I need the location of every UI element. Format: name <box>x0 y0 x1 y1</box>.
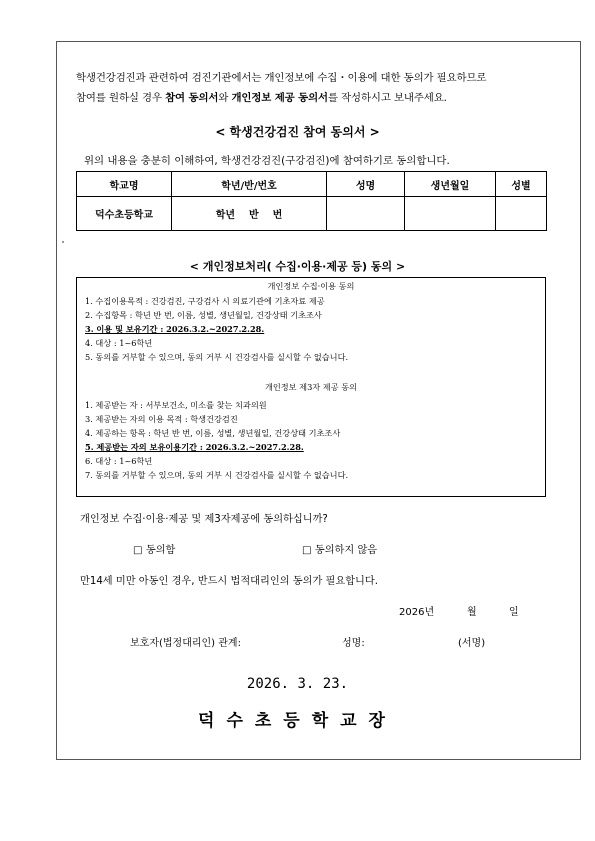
guardian-required-note: 만14세 미만 아동인 경우, 반드시 법적대리인의 동의가 필요합니다. <box>80 576 378 587</box>
intro-text: 와 <box>218 92 232 104</box>
collect-item: 2. 수집항목 : 학년 반 번, 이름, 성별, 생년월일, 건강상태 기초조사 <box>85 310 322 320</box>
consent-question: 개인정보 수집·이용·제공 및 제3자제공에 동의하십니까? <box>80 514 328 525</box>
collect-item: 5. 동의를 거부할 수 있으며, 동의 거부 시 건강검사를 실시할 수 없습니다. <box>85 352 349 362</box>
agree-checkbox[interactable]: □ 동의함 <box>133 545 176 556</box>
third-party-item: 4. 제공하는 항목 : 학년 반 번, 이름, 성별, 생년월일, 건강상태 기초조사 <box>85 428 341 438</box>
date-day: 일 <box>509 607 519 618</box>
school-name-cell: 덕수초등학교 <box>77 197 172 231</box>
intro-line-2 <box>76 89 447 104</box>
stray-dot <box>62 241 64 243</box>
gender-field[interactable] <box>496 197 547 231</box>
third-party-item: 1. 제공받는 자 : 서부보건소, 미소를 찾는 치과의원 <box>85 400 267 410</box>
disagree-checkbox[interactable]: □ 동의하지 않음 <box>302 545 378 556</box>
intro-line-1: 학생건강검진과 관련하여 검진기관에서는 개인정보에 수집・이용에 대한 동의가 필요하므로 <box>76 72 487 84</box>
guardian-relation-label: 보호자(법정대리인) 관계: <box>130 638 241 649</box>
header-school: 학교명 <box>77 172 172 197</box>
student-info-table <box>76 171 547 231</box>
date-year: 2026년 <box>399 607 435 618</box>
collect-title: 개인정보 수집·이용 동의 <box>267 281 355 291</box>
collect-item-period: 3. 이용 및 보유기간 : 2026.3.2.~2027.2.28. <box>85 324 265 334</box>
intro-bold-participation: 참여 동의서 <box>165 92 219 104</box>
third-party-item: 3. 제공받는 자의 이용 목적 : 학생건강검진 <box>85 414 238 424</box>
header-name: 성명 <box>327 172 405 197</box>
intro-bold-privacy: 개인정보 제공 동의서 <box>231 92 328 104</box>
guardian-name-label: 성명: <box>342 638 365 649</box>
third-party-item-period: 5. 제공받는 자의 보유이용기간 : 2026.3.2.~2027.2.28. <box>85 442 304 452</box>
privacy-terms-box <box>76 277 546 497</box>
third-party-item: 7. 동의를 거부할 수 있으며, 동의 거부 시 건강검사를 실시할 수 없습니다. <box>85 470 349 480</box>
intro-text: 참여를 원하실 경우 <box>76 92 166 104</box>
header-grade-class-no: 학년/반/번호 <box>172 172 327 197</box>
participation-title: < 학생건강검진 참여 동의서 > <box>215 125 380 139</box>
principal-signature: 덕수초등학교장 <box>198 711 397 731</box>
third-party-item: 6. 대상 : 1~6학년 <box>85 456 153 466</box>
grade-class-no-field[interactable]: 학년 반 번 <box>172 197 327 231</box>
collect-item: 4. 대상 : 1~6학년 <box>85 338 153 348</box>
privacy-title: < 개인정보처리( 수집·이용·제공 등) 동의 > <box>189 260 406 273</box>
participation-note: 위의 내용을 충분히 이해하여, 학생건강검진(구강검진)에 참여하기로 동의합니다. <box>84 155 450 167</box>
guardian-signature-label: (서명) <box>458 638 486 649</box>
issue-date: 2026. 3. 23. <box>246 676 349 692</box>
date-month: 월 <box>467 607 477 618</box>
header-gender: 성별 <box>496 172 547 197</box>
student-name-field[interactable] <box>327 197 405 231</box>
collect-item: 1. 수집이용목적 : 건강검진, 구강검사 시 의료기관에 기초자료 제공 <box>85 296 325 306</box>
intro-text: 를 작성하시고 보내주세요. <box>327 92 447 104</box>
header-birthdate: 생년월일 <box>405 172 496 197</box>
birthdate-field[interactable] <box>405 197 496 231</box>
third-party-title: 개인정보 제3자 제공 동의 <box>264 382 358 392</box>
